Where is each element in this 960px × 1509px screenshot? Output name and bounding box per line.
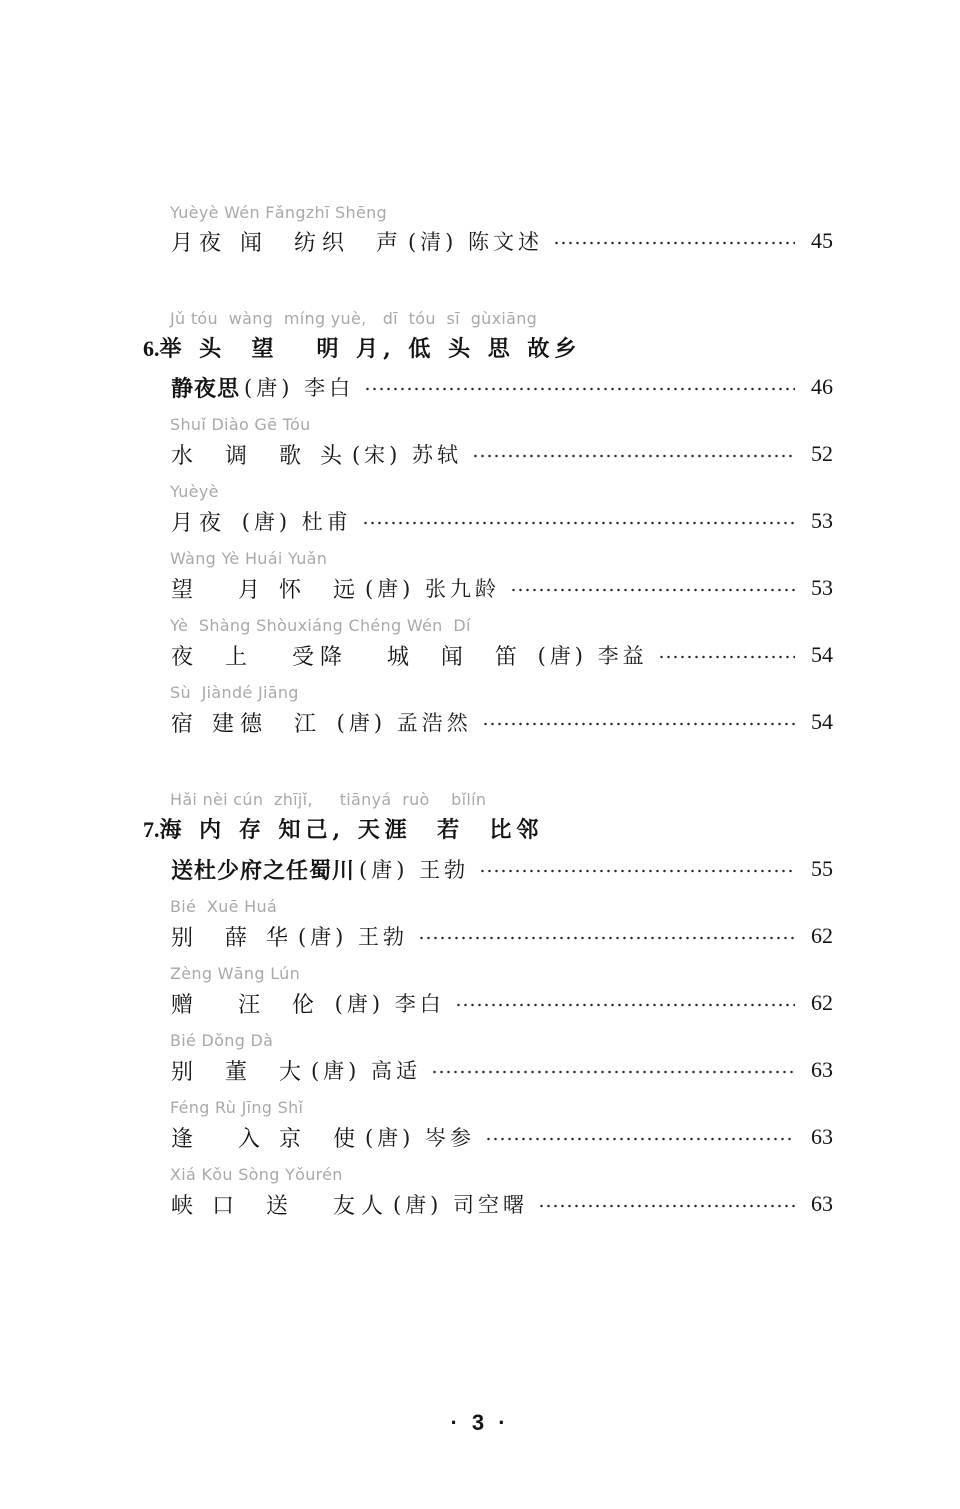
page-number: 63 [811,1191,833,1216]
page-number: 63 [811,1124,833,1149]
poem-author: (唐) 司空曙 [392,1193,529,1217]
dot-leader [510,588,795,592]
poem-author: (唐) 张九龄 [364,577,501,601]
poem-title: 别 董 大 [171,1059,307,1085]
pinyin-line: Bié Dǒng Dà [170,1031,274,1050]
poem-title: 月夜 [171,510,228,536]
page-number: 46 [811,374,833,399]
toc-entry[interactable] [171,1053,833,1087]
footer-page-number: · 3 · [450,1410,510,1435]
toc-entry[interactable] [171,1120,833,1154]
dot-leader [455,1003,795,1007]
pinyin-line: Sù Jiàndé Jiāng [170,683,299,702]
poem-author: (唐) 李益 [526,644,648,668]
poem-author: (唐) 杜甫 [231,510,352,534]
dot-leader [553,241,795,245]
poem-title: 夜 上 受降 城 闻 笛 [171,644,523,670]
poem-author: (宋) 苏轼 [351,443,463,467]
page-number: 45 [811,228,833,253]
page-number: 63 [811,1057,833,1082]
toc-entry[interactable] [171,370,833,404]
poem-author: (唐) 孟浩然 [325,711,472,735]
section-heading [143,332,581,363]
toc-entry[interactable] [171,504,833,538]
toc-entry[interactable] [171,571,833,605]
dot-leader [479,869,795,873]
page-number: 54 [811,642,833,667]
page-number: 55 [811,856,833,881]
page-number: 62 [811,990,833,1015]
section-title: 海 内 存 知己, 天涯 若 比邻 [159,817,544,843]
poem-title: 月夜 闻 纺织 声 [171,230,404,256]
page-number: 62 [811,923,833,948]
poem-author: (唐) 高适 [310,1059,422,1083]
dot-leader [485,1137,795,1141]
section-heading [143,813,543,844]
pinyin-line: Shuǐ Diào Gē Tóu [170,415,311,434]
poem-title: 望 月 怀 远 [171,577,361,603]
poem-author: (唐) 李白 [244,376,355,400]
toc-entry[interactable] [171,986,833,1020]
dot-leader [431,1070,795,1074]
pinyin-line: Zèng Wāng Lún [170,964,301,983]
section-number: 7. [143,817,160,842]
toc-entry[interactable] [171,705,833,739]
toc-entry[interactable] [171,224,833,258]
toc-entry[interactable] [171,437,833,471]
poem-author: (唐) 王勃 [359,858,470,882]
page-number: 54 [811,709,833,734]
poem-title: 峡 口 送 友人 [171,1193,389,1219]
dot-leader [658,655,795,659]
pinyin-line: Féng Rù Jīng Shǐ [170,1098,304,1117]
poem-title: 宿 建德 江 [171,711,322,737]
dot-leader [538,1204,795,1208]
poem-title: 逢 入 京 使 [171,1126,361,1152]
section-pinyin: Jǔ tóu wàng míng yuè, dī tóu sī gùxiāng [170,309,538,328]
toc-entry[interactable] [171,852,833,886]
dot-leader [418,936,795,940]
poem-title: 水 调 歌 头 [171,443,348,469]
page-number: 52 [811,441,833,466]
dot-leader [362,521,795,525]
section-title: 举 头 望 明 月, 低 头 思 故乡 [159,336,582,362]
pinyin-line: Yè Shàng Shòuxiáng Chéng Wén Dí [170,616,471,635]
poem-title: 别 薛 华 [171,925,294,951]
page-number: 53 [811,508,833,533]
section-pinyin: Hǎi nèi cún zhījǐ, tiānyá ruò bǐlín [170,790,487,809]
toc-entry[interactable] [171,919,833,953]
poem-title: 送杜少府之任蜀川 [171,857,356,884]
pinyin-line: Bié Xuē Huá [170,897,278,916]
section-number: 6. [143,336,160,361]
page-number: 53 [811,575,833,600]
poem-author: (唐) 王勃 [297,925,409,949]
toc-entry[interactable] [171,638,833,672]
pinyin-line: Xiá Kǒu Sòng Yǒurén [170,1165,343,1184]
dot-leader [482,722,795,726]
pinyin-line: Wàng Yè Huái Yuǎn [170,549,328,568]
poem-author: (唐) 李白 [323,992,445,1016]
dot-leader [472,454,795,458]
dot-leader [364,387,795,391]
pinyin-line: Yuèyè Wén Fǎngzhī Shēng [170,203,387,222]
poem-author: (唐) 岑参 [364,1126,476,1150]
poem-author: (清) 陈文述 [407,230,544,254]
toc-entry[interactable] [171,1187,833,1221]
pinyin-line: Yuèyè [170,482,219,501]
poem-title: 赠 汪 伦 [171,992,320,1018]
poem-title: 静夜思 [171,375,241,402]
